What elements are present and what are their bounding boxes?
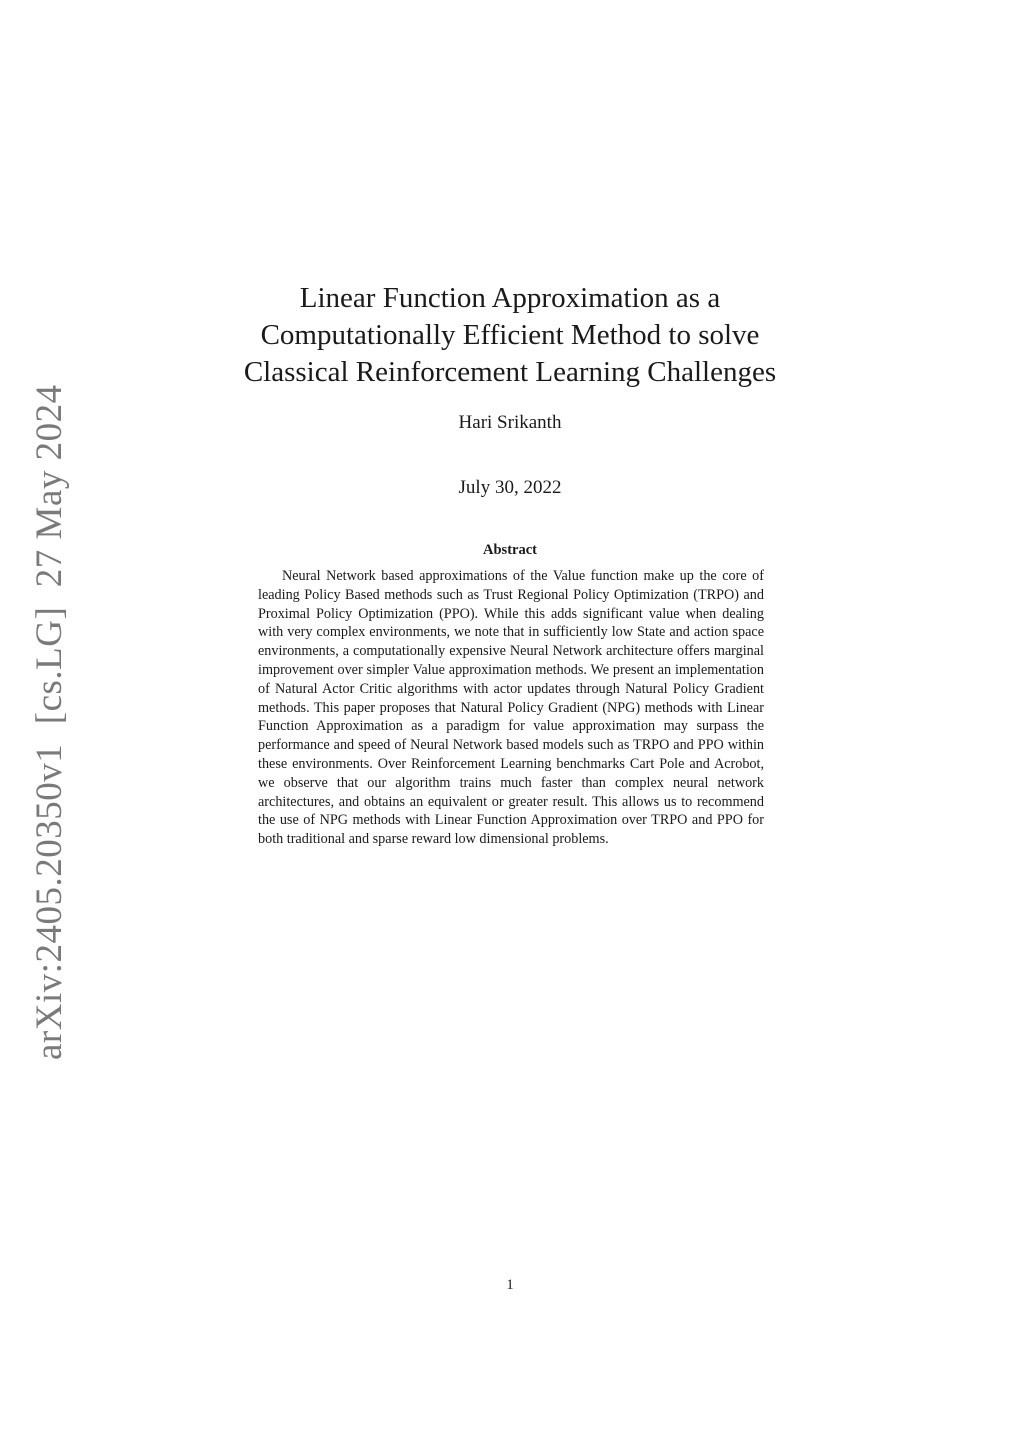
publication-date: July 30, 2022 xyxy=(458,477,562,498)
abstract-body: Neural Network based approximations of the Value function make up the core of leading Policy Based methods such as Trust Regional Policy Optimization (TRPO) and Proximal Policy Optimization (PPO). While this adds significant value when dealing with very complex environments, we note that in sufficiently low State and action space environments, a computationally expensive Neural Network architecture offers marginal improvement over simpler Value approximation methods. We present an implementation of Natural Actor Critic algorithms with actor updates through Natural Policy Gradient methods. This paper proposes that Natural Policy Gradient (NPG) methods with Linear Function Approximation as a paradigm for value approximation may surpass the performance and speed of Neural Network based models such as TRPO and PPO within these environments. Over Reinforcement Learning benchmarks Cart Pole and Acrobot, we observe that our algorithm trains much faster than complex neural network architectures, and obtains an equivalent or greater result. This allows us to recommend the use of NPG methods with Linear Function Approximation over TRPO and PPO for both traditional and sparse reward low dimensional problems. xyxy=(258,568,764,848)
abstract-heading: Abstract xyxy=(483,542,537,558)
page-number: 1 xyxy=(506,1277,514,1293)
arxiv-identifier-stamp: arXiv:2405.20350v1 [cs.LG] 27 May 2024 xyxy=(29,384,70,1060)
paper-title xyxy=(180,280,840,391)
title-line-3: Classical Reinforcement Learning Challenges xyxy=(243,356,777,388)
author-name: Hari Srikanth xyxy=(458,412,562,433)
title-line-1: Linear Function Approximation as a xyxy=(299,282,721,314)
title-line-2: Computationally Efficient Method to solve xyxy=(260,319,760,351)
